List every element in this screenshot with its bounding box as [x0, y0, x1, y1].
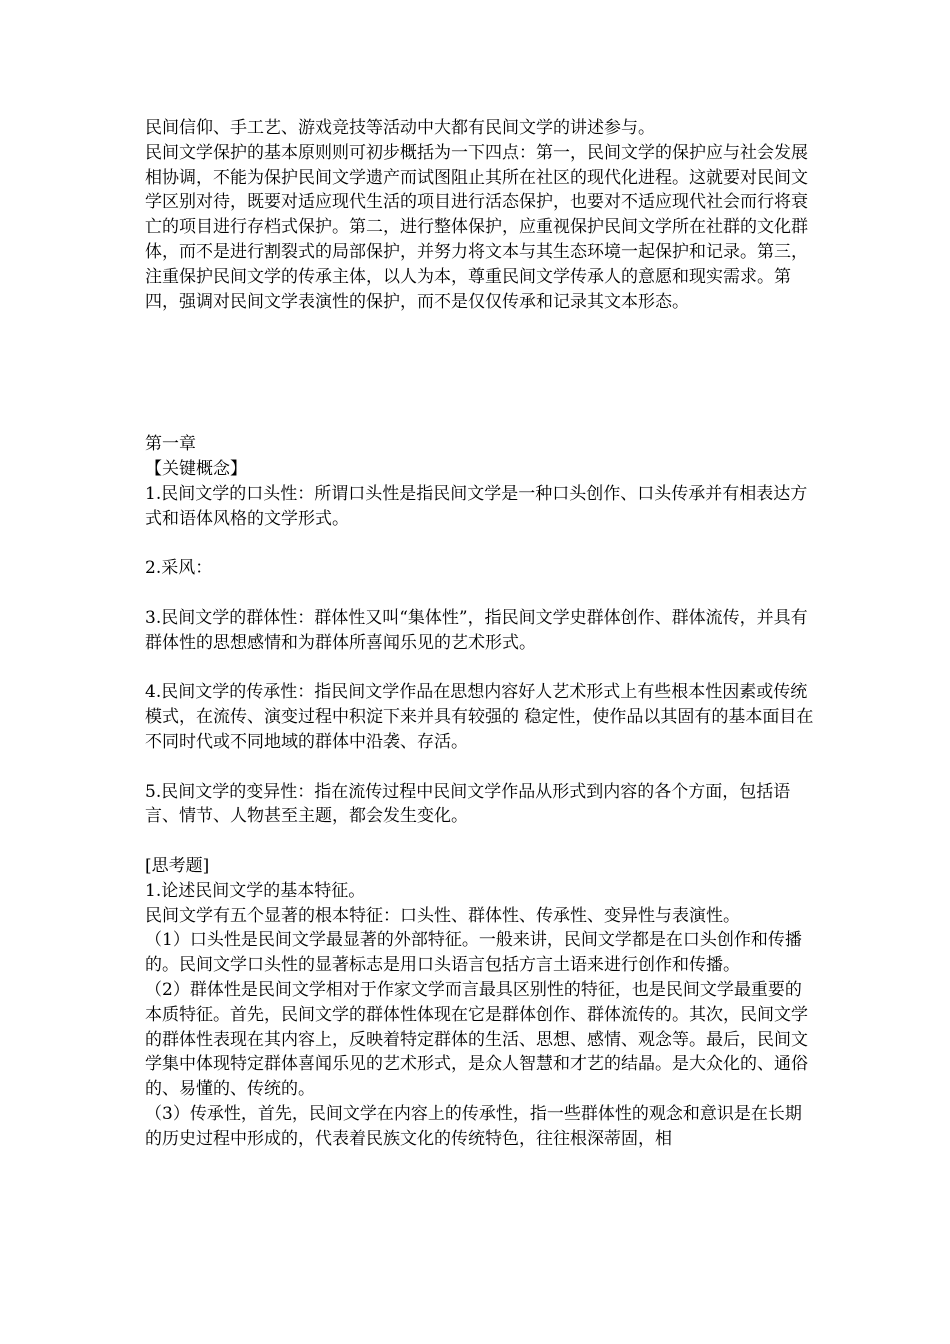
document-body	[145, 116, 815, 1151]
concept-item-3: 3.民间文学的群体性：群体性又叫“集体性”，指民间文学史群体创作、群体流传，并具有群体性的思想感情和为群体所喜闻乐见的艺术形式。	[145, 607, 808, 653]
question-1: 1.论述民间文学的基本特征。	[145, 880, 366, 901]
chapter-title: 第一章	[145, 434, 196, 455]
concept-item-1: 1.民间文学的口头性：所谓口头性是指民间文学是一种口头创作、口头传承并有相表达方式和语体风格的文学形式。	[145, 483, 808, 529]
concept-item-2: 2.采风：	[145, 558, 213, 579]
questions-heading: [思考题]	[145, 855, 210, 876]
answer-point-1: （1）口头性是民间文学最显著的外部特征。一般来讲，民间文学都是在口头创作和传播的。民间文学口头性的显著标志是用口头语言包括方言土语来进行创作和传播。	[145, 930, 802, 976]
intro-line: 民间信仰、手工艺、游戏竞技等活动中大都有民间文学的讲述参与。	[145, 118, 655, 138]
blank-line	[145, 581, 815, 606]
blank-line	[145, 829, 815, 854]
blank-line	[145, 532, 815, 557]
answer-point-2: （2）群体性是民间文学相对于作家文学而言最具区别性的特征，也是民间文学最重要的本质特征。首先，民间文学的群体性体现在它是群体创作、群体流传的。其次，民间文学的群体性表现在其内容上，反映着特定群体的生活、思想、感情、观念等。最后，民间文学集中体现特定群体喜闻乐见的艺术形式，是众人智慧和才艺的结晶。是大众化的、通俗的、易懂的、传统的。	[145, 979, 808, 1100]
concept-item-5: 5.民间文学的变异性：指在流传过程中民间文学作品从形式到内容的各个方面，包括语言、情节、人物甚至主题，都会发生变化。	[145, 781, 791, 827]
principles-paragraph: 民间文学保护的基本原则则可初步概括为一下四点：第一，民间文学的保护应与社会发展相协调，不能为保护民间文学遗产而试图阻止其所在社区的现代化进程。这就要对民间文学区别对待，既要对适应现代生活的项目进行活态保护，也要对不适应现代社会而行将衰亡的项目进行存档式保护。第二，进行整体保护，应重视保护民间文学所在社群的文化群体，而不是进行割裂式的局部保护，并努力将文本与其生态环境一起保护和记录。第三，注重保护民间文学的传承主体，以人为本，尊重民间文学传承人的意愿和现实需求。第四，强调对民间文学表演性的保护，而不是仅仅传承和记录其文本形态。	[145, 142, 808, 312]
answer-intro: 民间文学有五个显著的根本特征：口头性、群体性、传承性、变异性与表演性。	[145, 905, 740, 926]
section-spacer	[145, 314, 815, 432]
concept-item-4: 4.民间文学的传承性：指民间文学作品在思想内容好人艺术形式上有些根本性因素或传统模式，在流传、演变过程中积淀下来并具有较强的 稳定性，使作品以其固有的基本面目在不同时代或不同地域的群体中沿袭、存活。	[145, 682, 814, 752]
answer-point-3: （3）传承性，首先，民间文学在内容上的传承性，指一些群体性的观念和意识是在长期的历史过程中形成的，代表着民族文化的传统特色，往往根深蒂固，相	[145, 1103, 802, 1149]
concepts-heading: 【关键概念】	[145, 459, 247, 480]
blank-line	[145, 656, 815, 681]
blank-line	[145, 755, 815, 780]
